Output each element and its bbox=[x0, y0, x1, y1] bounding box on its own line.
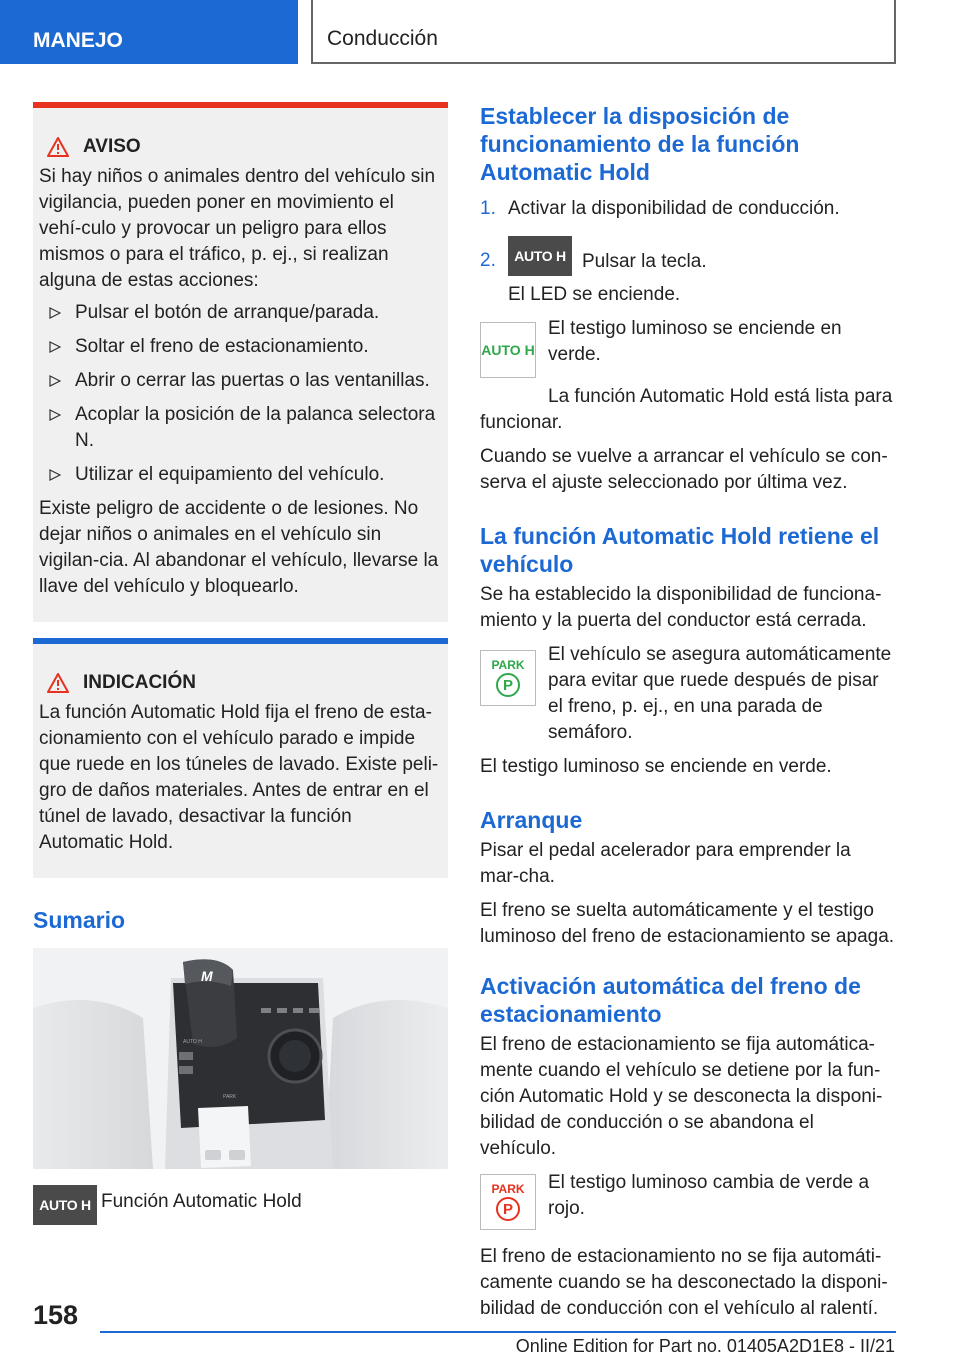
list-item bbox=[39, 334, 440, 360]
footer-divider bbox=[100, 1331, 896, 1333]
step-number: 1. bbox=[480, 198, 496, 219]
activacion-p2: El freno de estacionamiento no se fija automáti-camente cuando se ha desconectado la disponi-bilidad de conducción con el vehículo al ralentí. bbox=[480, 1246, 888, 1319]
step-2 bbox=[480, 236, 895, 276]
center-console-illustration bbox=[33, 948, 448, 1169]
park-red-text: El testigo luminoso cambia de verde a rojo. bbox=[548, 1172, 870, 1219]
green-text: El testigo luminoso se enciende en verde. bbox=[480, 756, 832, 777]
warning-list bbox=[39, 300, 440, 488]
park-label: PARK bbox=[491, 1182, 525, 1196]
arranque-p2: El freno se suelta automáticamente y el testigo luminoso del freno de estacionamiento se apaga. bbox=[480, 900, 895, 947]
warning-outro: Existe peligro de accidente o de lesiones. No dejar niños o animales en el vehículo sin vigilan-cia. Al abandonar el vehículo, llevarse la llave del vehículo y bloquearlo. bbox=[39, 498, 439, 597]
notice-title bbox=[47, 672, 440, 694]
warning-title bbox=[47, 136, 440, 158]
console-photo bbox=[33, 948, 448, 1169]
step-text: Pulsar la tecla. bbox=[582, 251, 707, 272]
list-item bbox=[39, 462, 440, 488]
step-text: Activar la disponibilidad de conducción. bbox=[508, 198, 840, 219]
retiene-heading: La función Automatic Hold retiene el vehículo bbox=[480, 523, 880, 577]
park-symbol: P bbox=[496, 1197, 520, 1221]
park-green-indicator-icon bbox=[480, 650, 536, 706]
page-number: 158 bbox=[33, 1300, 79, 1330]
park-green-text: El vehículo se asegura automáticamente para evitar que ruede después de pisar el freno, p. ej., en una parada de semáforo. bbox=[548, 644, 892, 743]
section-title: MANEJO bbox=[33, 29, 123, 52]
park-button-label: PARK bbox=[223, 1094, 237, 1100]
list-item bbox=[39, 300, 440, 326]
edition-text: Online Edition for Part no. 01405A2D1E8 - II/21 bbox=[515, 1336, 895, 1356]
warning-title-text: AVISO bbox=[83, 136, 141, 157]
arranque-p1: Pisar el pedal acelerador para emprender la mar-cha. bbox=[480, 840, 851, 887]
list-item-text: Utilizar el equipamiento del vehículo. bbox=[75, 464, 385, 485]
section-tab bbox=[0, 0, 298, 64]
list-item bbox=[39, 402, 440, 454]
activacion-p1: El freno de estacionamiento se fija automática-mente cuando el vehículo se detiene por la fun-ción Automatic Hold y se desconecta la disponi-bilidad de conducción o se abandona el vehículo. bbox=[480, 1034, 883, 1159]
bullet-triangle-icon bbox=[49, 341, 61, 353]
auto-hold-button-icon: AUTO H bbox=[508, 236, 572, 276]
park-red-row bbox=[480, 1170, 895, 1230]
chapter-title: Conducción bbox=[327, 27, 438, 50]
activacion-heading: Activación automática del freno de estacionamiento bbox=[480, 973, 861, 1027]
list-item-text: Soltar el freno de estacionamiento. bbox=[75, 336, 369, 357]
retiene-text: Se ha establecido la disponibilidad de funciona-miento y la puerta del conductor está cerrada. bbox=[480, 584, 882, 631]
bullet-triangle-icon bbox=[49, 375, 61, 387]
caption-text: Función Automatic Hold bbox=[101, 1191, 302, 1212]
autoh-button-label: AUTO H bbox=[183, 1039, 202, 1045]
caption-row bbox=[33, 1185, 448, 1225]
list-item-text: Abrir o cerrar las puertas o las ventanillas. bbox=[75, 370, 430, 391]
park-symbol: P bbox=[496, 673, 520, 697]
list-item-text: Pulsar el botón de arranque/parada. bbox=[75, 302, 380, 323]
warning-box bbox=[33, 102, 448, 622]
notice-title-text: INDICACIÓN bbox=[83, 672, 196, 693]
arranque-heading: Arranque bbox=[480, 807, 583, 833]
auto-hold-indicator-icon: AUTO H bbox=[480, 322, 536, 378]
bullet-triangle-icon bbox=[49, 307, 61, 319]
park-label: PARK bbox=[491, 658, 525, 672]
chapter-tab bbox=[311, 0, 896, 64]
sumario-heading: Sumario bbox=[33, 907, 126, 933]
left-column bbox=[33, 102, 448, 1225]
establecer-heading: Establecer la disposición de funcionamiento de la función Automatic Hold bbox=[480, 103, 800, 185]
notice-text: La función Automatic Hold fija el freno de esta-cionamiento con el vehículo parado e impide que ruede en los túneles de lavado. Existe peli-gro de daños materiales. Antes de entrar en el túnel de lavado, desactivar la función Automatic Hold. bbox=[39, 702, 439, 853]
auto-hold-button-icon: AUTO H bbox=[33, 1185, 97, 1225]
right-column bbox=[480, 102, 895, 1322]
bullet-triangle-icon bbox=[49, 469, 61, 481]
bullet-triangle-icon bbox=[49, 409, 61, 421]
list-item-text: Acoplar la posición de la palanca selectora N. bbox=[75, 404, 436, 451]
led-text: El LED se enciende. bbox=[508, 284, 681, 305]
step-number: 2. bbox=[480, 250, 496, 271]
notice-box bbox=[33, 638, 448, 878]
park-red-indicator-icon bbox=[480, 1174, 536, 1230]
restart-text: Cuando se vuelve a arrancar el vehículo se con-serva el ajuste seleccionado por última vez. bbox=[480, 446, 888, 493]
list-item bbox=[39, 368, 440, 394]
notice-triangle-icon bbox=[47, 673, 69, 693]
gear-lever-logo: M bbox=[201, 968, 213, 984]
ready-text: La función Automatic Hold está lista para funcionar. bbox=[480, 386, 893, 433]
warning-intro: Si hay niños o animales dentro del vehículo sin vigilancia, pueden poner en movimiento el vehí-culo y provocar un peligro para ellos mismos o para el tráfico, p. ej., si realizan alguna de estas acciones: bbox=[39, 166, 436, 291]
warning-triangle-icon bbox=[47, 137, 69, 157]
park-green-row bbox=[480, 642, 895, 746]
step-1 bbox=[480, 196, 895, 222]
light-text: El testigo luminoso se enciende en verde. bbox=[548, 318, 842, 365]
light-row bbox=[480, 316, 895, 378]
